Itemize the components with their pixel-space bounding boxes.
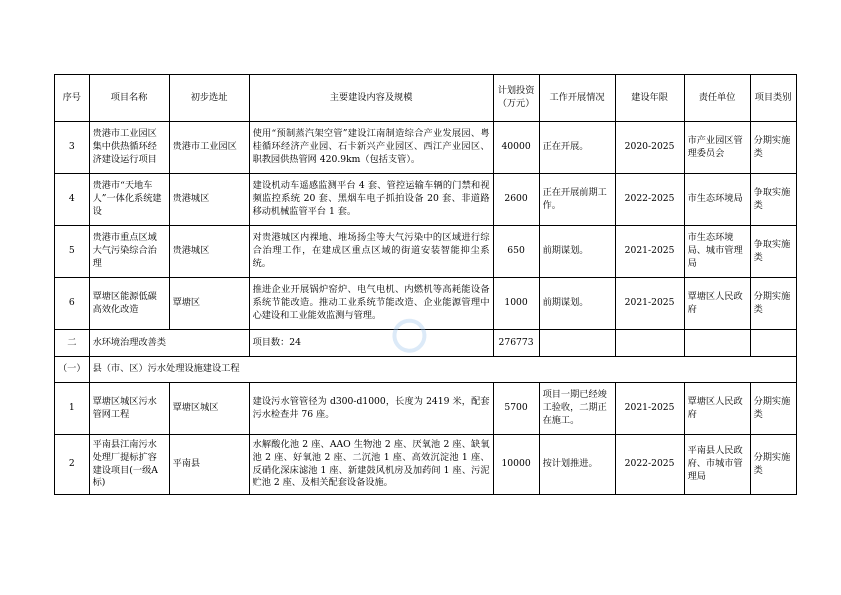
cell-category: 争取实施类 xyxy=(750,174,796,226)
header-row xyxy=(55,75,797,122)
cell-seq: 1 xyxy=(55,383,90,435)
cell-site: 平南县 xyxy=(169,435,249,495)
cell-unit: 覃塘区人民政府 xyxy=(684,383,750,435)
cell-status: 前期谋划。 xyxy=(539,278,615,330)
cell-period: 2021-2025 xyxy=(615,278,684,330)
table-row xyxy=(55,435,797,495)
cell-unit: 覃塘区人民政府 xyxy=(684,278,750,330)
cell-name: 平南县江南污水处理厂提标扩容建设项目(一级A标) xyxy=(89,435,169,495)
cell-content: 推进企业开展锅炉窑炉、电气电机、内燃机等高耗能设备系统节能改造。推动工业系统节能改造、企业能源管理中心建设和工业能效监测与管理。 xyxy=(249,278,493,330)
cell-name: 贵港市“天地车人”一体化系统建设 xyxy=(89,174,169,226)
header-invest: 计划投资（万元） xyxy=(493,75,539,122)
header-period: 建设年限 xyxy=(615,75,684,122)
cell-name: 覃塘区能源低碳高效化改造 xyxy=(89,278,169,330)
cell-period: 2021-2025 xyxy=(615,383,684,435)
cell-period: 2022-2025 xyxy=(615,435,684,495)
cell-content: 使用“预制蒸汽架空管”建设江南制造综合产业发展园、粤桂循环经济产业园、石卡新兴产业园区、西江产业园区、职教园供热管网 420.9km（包括支管）。 xyxy=(249,122,493,174)
table-row xyxy=(55,174,797,226)
cell-status: 正在开展前期工作。 xyxy=(539,174,615,226)
cell-site: 贵港城区 xyxy=(169,174,249,226)
header-unit: 责任单位 xyxy=(684,75,750,122)
cell-invest: 1000 xyxy=(493,278,539,330)
cell-unit: 市生态环境局 xyxy=(684,174,750,226)
cell-content: 水解酸化池 2 座、AAO 生物池 2 座、厌氧池 2 座、缺氧池 2 座、好氧池 2 座、二沉池 1 座、高效沉淀池 1 座、反硝化深床滤池 1 座、新建鼓风机房及加药间 1 座、污泥贮池 2 座、及相关配套设备设施。 xyxy=(249,435,493,495)
cell-seq: 2 xyxy=(55,435,90,495)
table-row xyxy=(55,226,797,278)
cell-period: 2020-2025 xyxy=(615,122,684,174)
cell-category: 分期实施类 xyxy=(750,383,796,435)
section-title: 水环境治理改善类 xyxy=(89,330,249,357)
cell-unit: 市生态环境局、城市管理局 xyxy=(684,226,750,278)
section-invest: 276773 xyxy=(493,330,539,357)
cell-category: 分期实施类 xyxy=(750,435,796,495)
cell-unit: 平南县人民政府、市城市管理局 xyxy=(684,435,750,495)
cell-category: 分期实施类 xyxy=(750,278,796,330)
cell-period: 2022-2025 xyxy=(615,174,684,226)
header-content: 主要建设内容及规模 xyxy=(249,75,493,122)
cell-content: 对贵港城区内裸地、堆场扬尘等大气污染中的区域进行综合治理工作，在建成区重点区域的街道安装智能抑尘系统。 xyxy=(249,226,493,278)
table-row xyxy=(55,383,797,435)
subsection-title: 县（市、区）污水处理设施建设工程 xyxy=(89,357,796,383)
cell-name: 贵港市重点区域大气污染综合治理 xyxy=(89,226,169,278)
subsection-row xyxy=(55,357,797,383)
table-row xyxy=(55,278,797,330)
cell-invest: 10000 xyxy=(493,435,539,495)
header-status: 工作开展情况 xyxy=(539,75,615,122)
cell-invest: 5700 xyxy=(493,383,539,435)
cell-invest: 40000 xyxy=(493,122,539,174)
cell-status: 按计划推进。 xyxy=(539,435,615,495)
cell-name: 贵港市工业园区集中供热循环经济建设运行项目 xyxy=(89,122,169,174)
cell-content: 建设污水管管径为 d300-d1000，长度为 2419 米，配套污水检查井 76 座。 xyxy=(249,383,493,435)
cell-site: 贵港城区 xyxy=(169,226,249,278)
cell-seq: 5 xyxy=(55,226,90,278)
cell-period: 2021-2025 xyxy=(615,226,684,278)
cell-status: 项目一期已经竣工验收，二期正在施工。 xyxy=(539,383,615,435)
header-name: 项目名称 xyxy=(89,75,169,122)
cell-seq: 3 xyxy=(55,122,90,174)
header-category: 项目类别 xyxy=(750,75,796,122)
header-site: 初步选址 xyxy=(169,75,249,122)
cell-site: 覃塘区城区 xyxy=(169,383,249,435)
header-seq: 序号 xyxy=(55,75,90,122)
cell-invest: 2600 xyxy=(493,174,539,226)
section-count: 项目数：24 xyxy=(249,330,493,357)
cell-unit: 市产业园区管理委员会 xyxy=(684,122,750,174)
cell-content: 建设机动车遥感监测平台 4 套、管控运输车辆的门禁和视频监控系统 20 套、黑烟车电子抓拍设备 20 套、非道路移动机械监管平台 1 套。 xyxy=(249,174,493,226)
table-row xyxy=(55,122,797,174)
cell-name: 覃塘区城区污水管网工程 xyxy=(89,383,169,435)
cell-category: 争取实施类 xyxy=(750,226,796,278)
cell-seq: 4 xyxy=(55,174,90,226)
section-row xyxy=(55,330,797,357)
cell-category: 分期实施类 xyxy=(750,122,796,174)
cell-invest: 650 xyxy=(493,226,539,278)
cell-site: 覃塘区 xyxy=(169,278,249,330)
section-seq: 二 xyxy=(55,330,90,357)
cell-seq: 6 xyxy=(55,278,90,330)
cell-status: 正在开展。 xyxy=(539,122,615,174)
subsection-seq: （一） xyxy=(55,357,90,383)
cell-site: 贵港市工业园区 xyxy=(169,122,249,174)
project-table xyxy=(54,74,797,495)
cell-status: 前期谋划。 xyxy=(539,226,615,278)
